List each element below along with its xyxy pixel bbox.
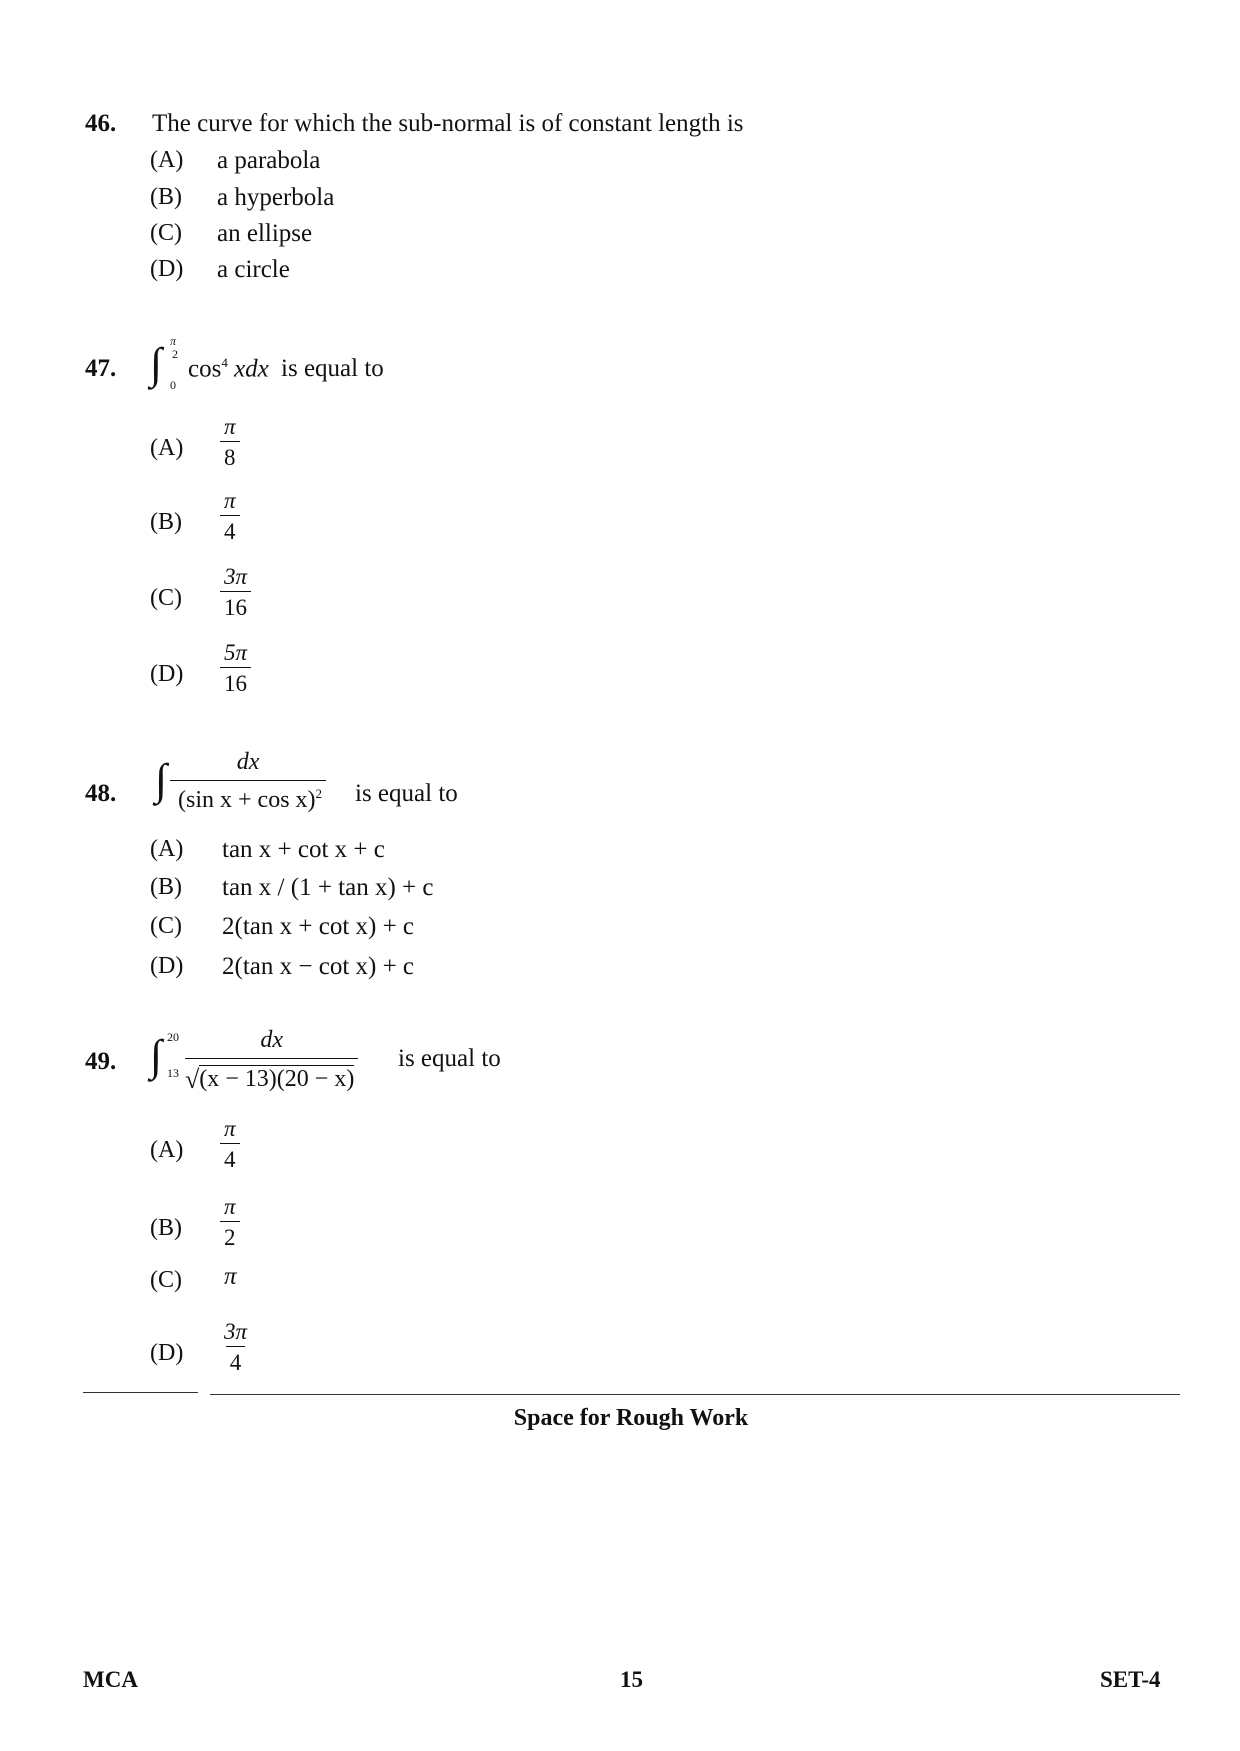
fraction-denominator: 4 xyxy=(226,1346,246,1374)
q46-option-a-label: (A) xyxy=(150,147,184,173)
q48-denominator xyxy=(170,780,326,812)
q48-integral-sign: ∫ xyxy=(155,755,168,804)
q49-numerator: dx xyxy=(260,1027,283,1053)
q47-upper-num: π xyxy=(170,334,177,348)
fraction-numerator: 3π xyxy=(224,564,248,589)
fraction-denominator: 2 xyxy=(220,1221,240,1249)
question-46-stem: The curve for which the sub-normal is of constant length is xyxy=(152,110,744,137)
q47-var: xdx xyxy=(234,355,269,383)
q46-option-c-label: (C) xyxy=(150,220,182,246)
footer-left: MCA xyxy=(83,1667,138,1692)
q46-option-c-text: an ellipse xyxy=(217,220,313,247)
q48-option-a-label: (A) xyxy=(150,836,184,862)
q49-denominator xyxy=(185,1058,358,1094)
integral-sign: ∫ xyxy=(150,339,163,388)
divider-line-right xyxy=(210,1394,1180,1395)
question-48-number: 48. xyxy=(85,780,117,807)
q48-power: 2 xyxy=(315,786,323,801)
q46-option-a-text: a parabola xyxy=(217,147,321,174)
q49-upper-limit: 20 xyxy=(167,1030,179,1044)
q47-option-c-fraction xyxy=(220,565,251,619)
q47-power: 4 xyxy=(221,355,228,370)
fraction-numerator: π xyxy=(224,414,236,439)
q47-upper-den: 2 xyxy=(172,347,178,361)
question-49-number: 49. xyxy=(85,1048,117,1075)
rough-work-heading: Space for Rough Work xyxy=(513,1405,749,1431)
footer-right: SET-4 xyxy=(1100,1667,1161,1692)
q49-integral xyxy=(150,1030,186,1090)
square-root-icon: √ xyxy=(185,1065,200,1094)
q49-option-d-label: (D) xyxy=(150,1340,184,1366)
q48-option-a-text: tan x + cot x + c xyxy=(222,836,385,863)
q48-option-c-text: 2(tan x + cot x) + c xyxy=(222,913,415,940)
q49-option-c-label: (C) xyxy=(150,1267,182,1293)
q48-option-d-label: (D) xyxy=(150,953,184,979)
q48-numerator: dx xyxy=(236,749,260,775)
q49-stem-suffix: is equal to xyxy=(398,1045,501,1072)
q46-option-b-text: a hyperbola xyxy=(217,184,335,211)
q47-option-d-label: (D) xyxy=(150,661,184,687)
q46-option-d-label: (D) xyxy=(150,256,184,282)
fraction-numerator: π xyxy=(224,488,236,513)
divider-line-left xyxy=(83,1392,198,1393)
q48-option-c-label: (C) xyxy=(150,913,182,939)
q47-option-b-fraction xyxy=(220,489,240,543)
fraction-numerator: 5π xyxy=(224,640,248,665)
fraction-numerator: π xyxy=(224,1116,236,1141)
integral-sign: ∫ xyxy=(150,1031,163,1080)
q47-cos: cos xyxy=(188,355,222,383)
q49-integrand-fraction xyxy=(185,1027,358,1094)
q49-option-a-label: (A) xyxy=(150,1137,184,1163)
q49-option-a-fraction xyxy=(220,1117,240,1171)
q49-radicand: (x − 13)(20 − x) xyxy=(199,1066,355,1092)
q47-option-b-label: (B) xyxy=(150,509,182,535)
q47-lower-limit: 0 xyxy=(170,378,176,392)
fraction-numerator: 3π xyxy=(224,1319,248,1344)
q48-option-b-text: tan x / (1 + tan x) + c xyxy=(222,874,434,901)
q47-integrand xyxy=(188,355,384,383)
q46-option-d-text: a circle xyxy=(217,256,290,283)
question-46-number: 46. xyxy=(85,110,117,137)
q46-option-b-label: (B) xyxy=(150,184,182,210)
q47-stem-suffix: is equal to xyxy=(281,355,384,383)
q48-stem-suffix: is equal to xyxy=(355,780,458,807)
fraction-denominator: 16 xyxy=(220,591,251,619)
q47-option-a-fraction xyxy=(220,415,240,469)
q47-option-a-label: (A) xyxy=(150,435,184,461)
q49-lower-limit: 13 xyxy=(167,1066,179,1080)
q49-option-b-fraction xyxy=(220,1195,240,1249)
fraction-denominator: 4 xyxy=(220,515,240,543)
fraction-denominator: 8 xyxy=(220,441,240,469)
q49-option-c-text: π xyxy=(224,1263,237,1290)
fraction-denominator: 16 xyxy=(220,667,251,695)
fraction-denominator: 4 xyxy=(220,1143,240,1171)
q48-denominator-base: (sin x + cos x) xyxy=(178,787,316,813)
q48-option-b-label: (B) xyxy=(150,874,182,900)
q47-option-d-fraction xyxy=(220,641,251,695)
q48-integrand-fraction xyxy=(170,750,326,812)
fraction-numerator: π xyxy=(224,1194,236,1219)
q49-option-d-fraction xyxy=(220,1320,251,1374)
question-47-number: 47. xyxy=(85,355,117,382)
q48-option-d-text: 2(tan x − cot x) + c xyxy=(222,953,415,980)
page-number: 15 xyxy=(620,1667,643,1692)
q49-option-b-label: (B) xyxy=(150,1215,182,1241)
q47-option-c-label: (C) xyxy=(150,585,182,611)
q47-integral xyxy=(150,334,190,394)
